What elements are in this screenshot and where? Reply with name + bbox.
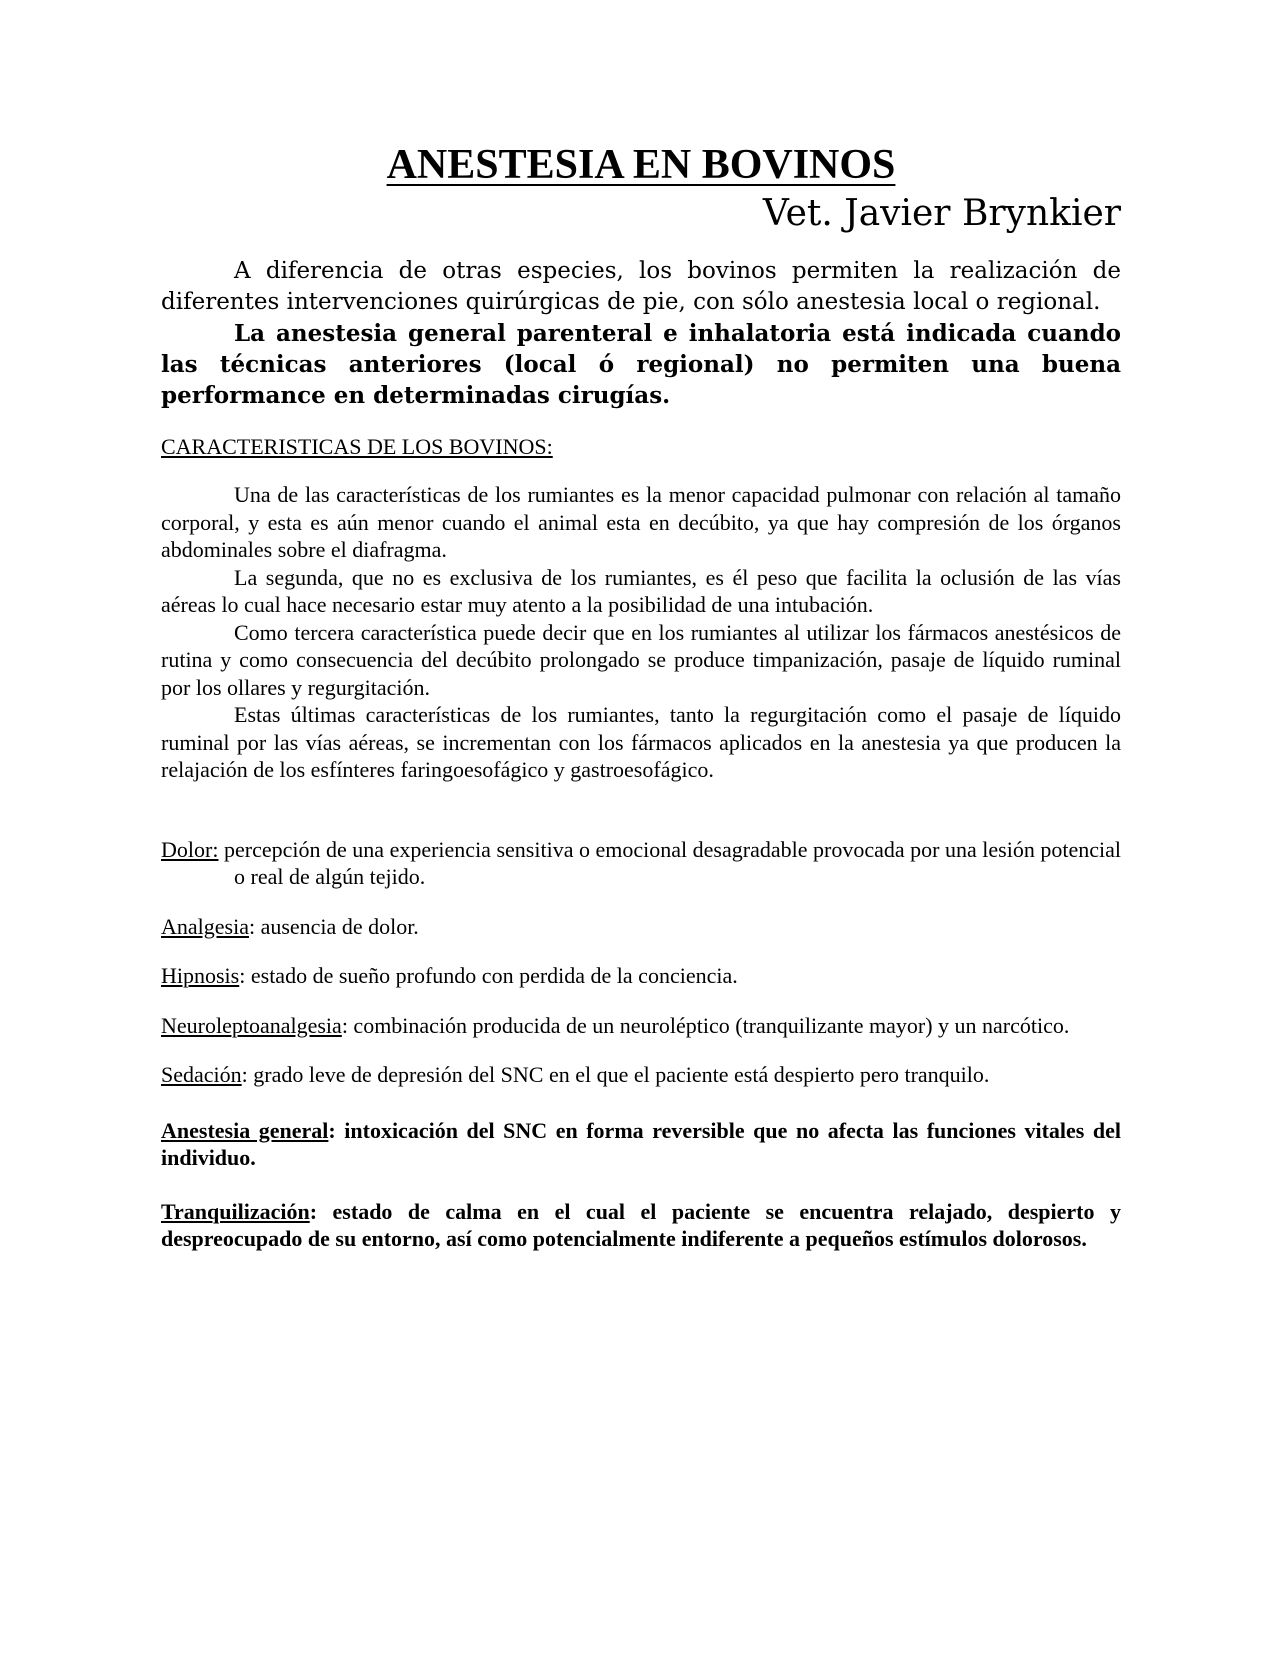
definition-analgesia bbox=[161, 913, 1121, 941]
definition-term: Hipnosis bbox=[161, 963, 240, 988]
body-paragraph: Estas últimas características de los rumiantes, tanto la regurgitación como el pasaje de líquido ruminal por las vías aéreas, se incrementan con los fármacos aplicados en la anestesia ya que producen la relajación de los esfínteres faringoesofágico y gastroesofágico. bbox=[161, 702, 1121, 782]
intro-paragraph: A diferencia de otras especies, los bovinos permiten la realización de diferentes intervenciones quirúrgicas de pie, con sólo anestesia local o regional. bbox=[161, 258, 1121, 315]
definition-term: Tranquilización bbox=[161, 1198, 310, 1224]
definition-term: Analgesia bbox=[161, 913, 249, 939]
definition-tranquilizacion bbox=[161, 1198, 1121, 1253]
document-page bbox=[161, 140, 1121, 1275]
definition-anestesia-general bbox=[161, 1117, 1121, 1172]
definition-text: : intoxicación del SNC en forma reversible que no afecta las funciones vitales del individuo. bbox=[161, 1117, 1121, 1170]
intro-paragraph-bold: La anestesia general parenteral e inhalatoria está indicada cuando las técnicas anteriores (local ó regional) no permiten una buena performance en determinadas cirugías. bbox=[161, 320, 1121, 409]
definition-term: Sedación bbox=[161, 1062, 242, 1087]
definition-text: percepción de una experiencia sensitiva o emocional desagradable provocada por una lesión potencial o real de algún tejido. bbox=[218, 836, 1121, 889]
definition-text: : estado de sueño profundo con perdida de la conciencia. bbox=[239, 963, 738, 988]
document-title: ANESTESIA EN BOVINOS bbox=[386, 142, 896, 188]
definition-text: : combinación producida de un neuroléptico (tranquilizante mayor) y un narcótico. bbox=[341, 1012, 1070, 1038]
definition-text: : ausencia de dolor. bbox=[248, 913, 419, 939]
author-name: Vet. Javier Brynkier bbox=[762, 193, 1121, 234]
definition-dolor bbox=[161, 836, 1121, 891]
definition-term: Neuroleptoanalgesia bbox=[161, 1012, 342, 1038]
section-heading: CARACTERISTICAS DE LOS BOVINOS: bbox=[161, 434, 553, 459]
body-paragraph: Una de las características de los rumiantes es la menor capacidad pulmonar con relación al tamaño corporal, y esta es aún menor cuando el animal esta en decúbito, ya que hay compresión de los órganos abdominales sobre el diafragma. bbox=[161, 482, 1121, 562]
body-paragraph: La segunda, que no es exclusiva de los rumiantes, es él peso que facilita la oclusión de las vías aéreas lo cual hace necesario estar muy atento a la posibilidad de una intubación. bbox=[161, 564, 1121, 617]
definition-text: : estado de calma en el cual el paciente se encuentra relajado, despierto y despreocupado de su entorno, así como potencialmente indiferente a pequeños estímulos dolorosos. bbox=[161, 1198, 1121, 1251]
definition-term: Dolor: bbox=[161, 836, 219, 862]
definition-neuroleptoanalgesia bbox=[161, 1012, 1121, 1040]
definition-term: Anestesia general bbox=[161, 1117, 329, 1143]
definition-text: : grado leve de depresión del SNC en el que el paciente está despierto pero tranquilo. bbox=[241, 1062, 990, 1087]
body-paragraph: Como tercera característica puede decir que en los rumiantes al utilizar los fármacos anestésicos de rutina y como consecuencia del decúbito prolongado se produce timpanización, pasaje de líquido ruminal por los ollares y regurgitación. bbox=[161, 619, 1121, 700]
spacer bbox=[161, 784, 1121, 836]
definition-hipnosis bbox=[161, 962, 1121, 990]
definition-sedacion bbox=[161, 1061, 1121, 1089]
